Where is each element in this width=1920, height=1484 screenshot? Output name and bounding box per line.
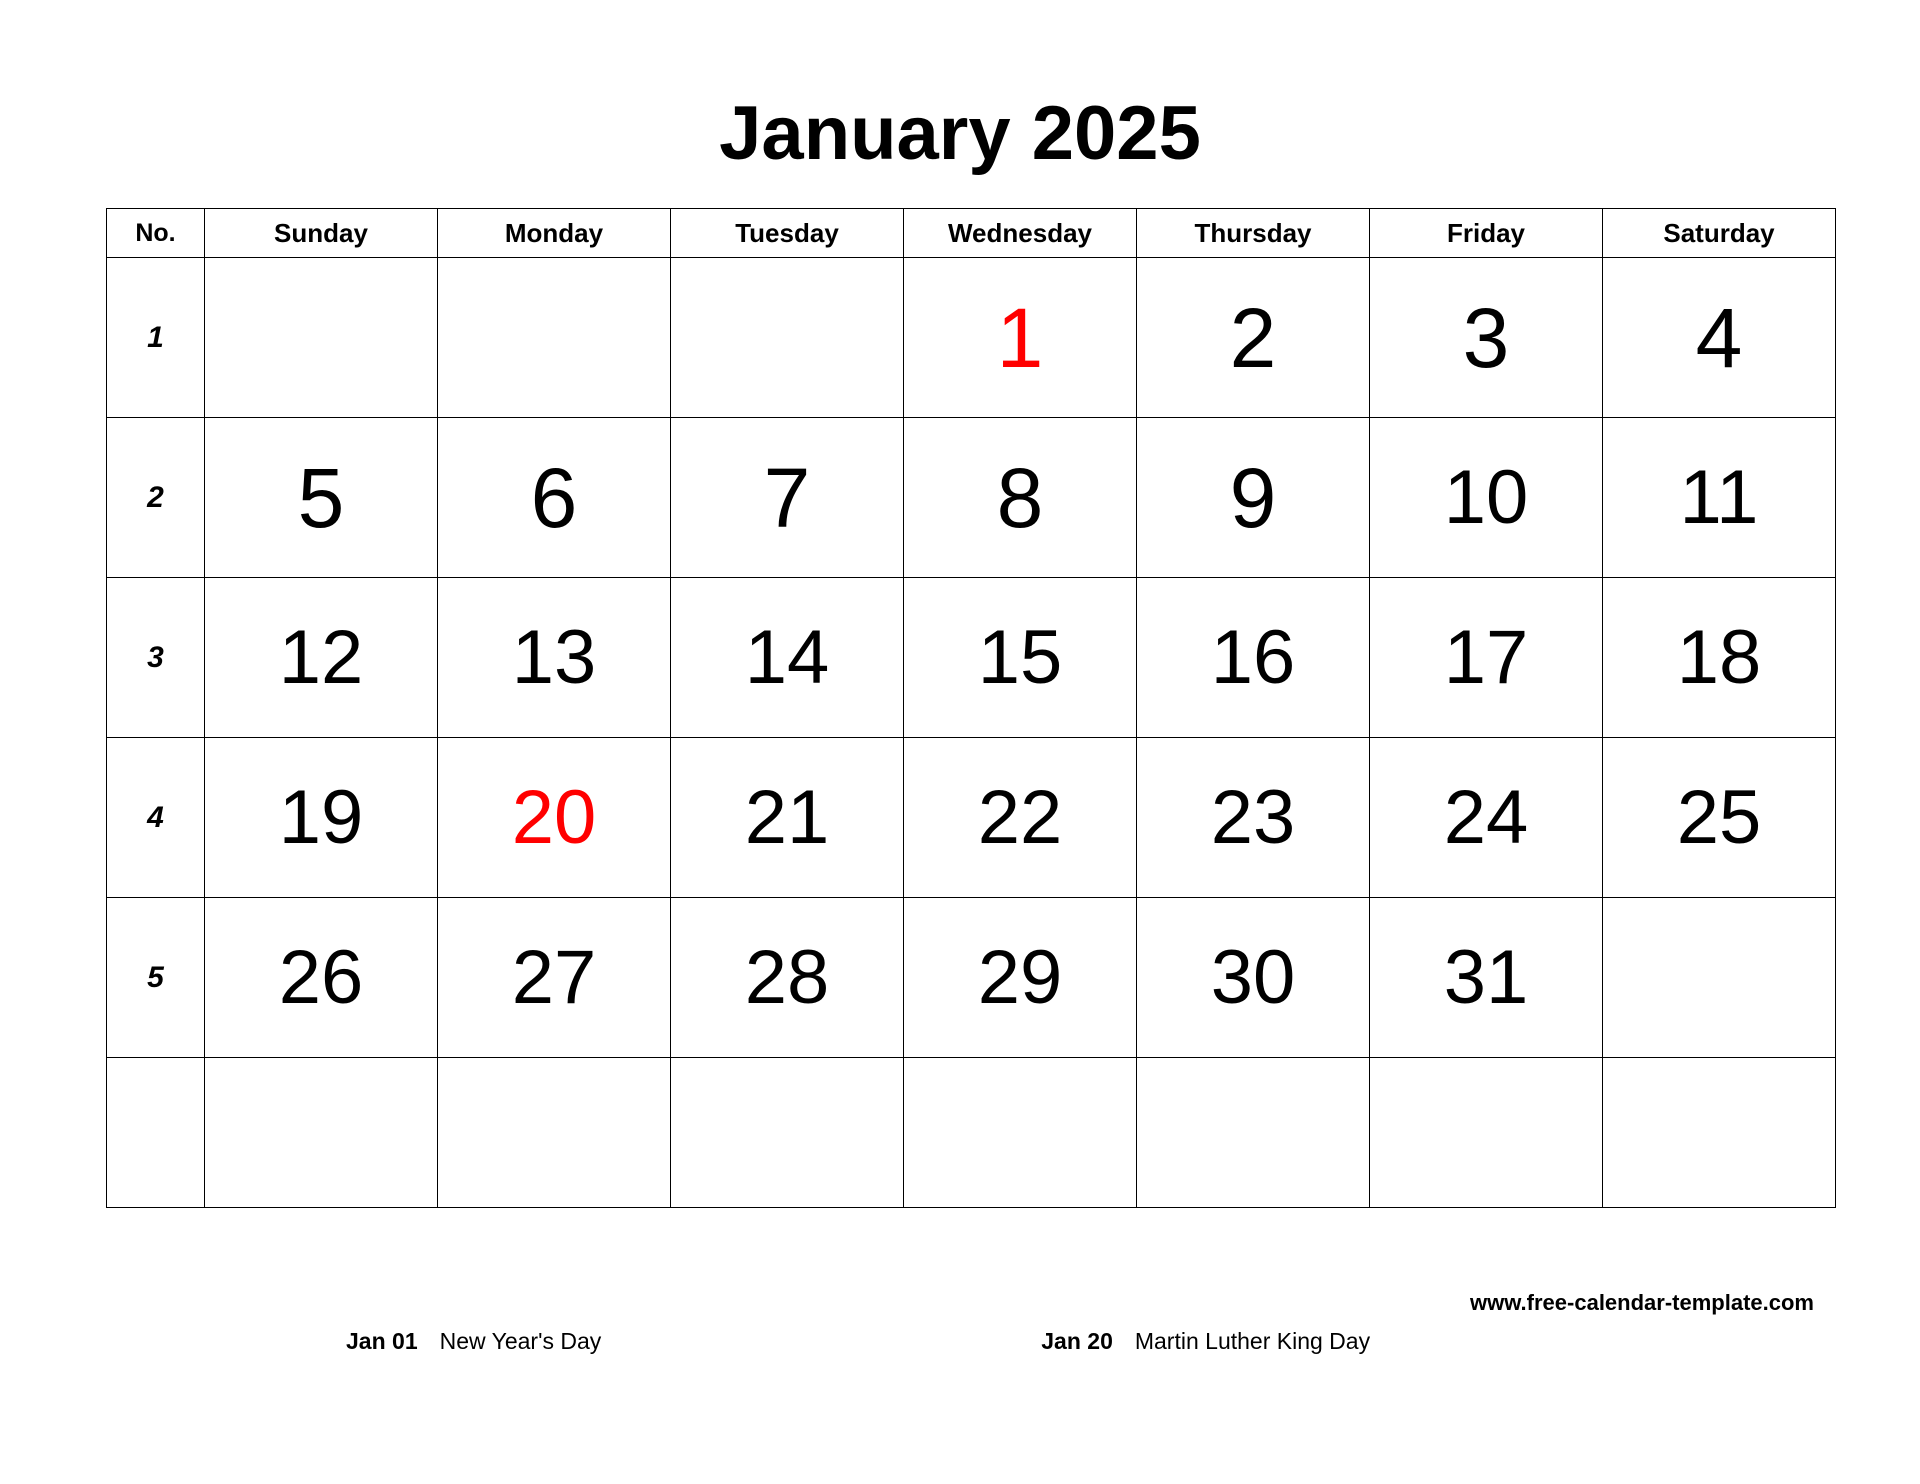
day-cell[interactable]: 21 [671, 738, 904, 898]
week-number: 4 [107, 738, 205, 898]
day-cell[interactable]: 12 [205, 578, 438, 738]
day-cell[interactable]: 13 [438, 578, 671, 738]
page-title: January 2025 [719, 91, 1201, 176]
day-cell[interactable] [1603, 1058, 1836, 1208]
day-cell[interactable]: 15 [904, 578, 1137, 738]
day-cell[interactable]: 24 [1370, 738, 1603, 898]
holiday-date: Jan 01 [346, 1328, 418, 1354]
calendar-week-row [107, 738, 1836, 898]
column-header-saturday: Saturday [1603, 209, 1836, 258]
column-header-thursday: Thursday [1137, 209, 1370, 258]
calendar-container [106, 208, 1814, 1208]
week-number: 2 [107, 418, 205, 578]
holiday-date: Jan 20 [1041, 1328, 1113, 1354]
column-header-tuesday: Tuesday [671, 209, 904, 258]
day-cell[interactable]: 14 [671, 578, 904, 738]
day-cell[interactable] [438, 258, 671, 418]
calendar-week-row [107, 418, 1836, 578]
column-header-friday: Friday [1370, 209, 1603, 258]
week-number: 3 [107, 578, 205, 738]
day-cell[interactable] [904, 1058, 1137, 1208]
day-cell[interactable] [1137, 1058, 1370, 1208]
day-cell[interactable]: 16 [1137, 578, 1370, 738]
week-number: 1 [107, 258, 205, 418]
calendar-week-row [107, 258, 1836, 418]
day-cell[interactable]: 31 [1370, 898, 1603, 1058]
week-number [107, 1058, 205, 1208]
holiday-entry [346, 1328, 601, 1355]
day-cell[interactable] [1603, 898, 1836, 1058]
day-cell[interactable] [671, 258, 904, 418]
day-cell[interactable] [1370, 1058, 1603, 1208]
day-cell[interactable]: 3 [1370, 258, 1603, 418]
holiday-name: Martin Luther King Day [1134, 1328, 1371, 1354]
column-header-no: No. [107, 209, 205, 258]
day-cell[interactable]: 26 [205, 898, 438, 1058]
day-cell[interactable]: 19 [205, 738, 438, 898]
day-cell[interactable]: 5 [205, 418, 438, 578]
day-cell[interactable] [205, 1058, 438, 1208]
day-cell[interactable]: 29 [904, 898, 1137, 1058]
calendar-header-row [107, 209, 1836, 258]
day-cell[interactable]: 18 [1603, 578, 1836, 738]
day-cell[interactable]: 20 [438, 738, 671, 898]
day-cell[interactable]: 22 [904, 738, 1137, 898]
day-cell[interactable]: 9 [1137, 418, 1370, 578]
day-cell[interactable]: 11 [1603, 418, 1836, 578]
holiday-entry [1041, 1328, 1370, 1355]
column-header-monday: Monday [438, 209, 671, 258]
week-number: 5 [107, 898, 205, 1058]
day-cell[interactable]: 23 [1137, 738, 1370, 898]
calendar-table [106, 208, 1836, 1208]
day-cell[interactable]: 4 [1603, 258, 1836, 418]
column-header-sunday: Sunday [205, 209, 438, 258]
day-cell[interactable]: 28 [671, 898, 904, 1058]
holiday-list [106, 1328, 1836, 1355]
column-header-wednesday: Wednesday [904, 209, 1137, 258]
day-cell[interactable] [205, 258, 438, 418]
day-cell[interactable]: 10 [1370, 418, 1603, 578]
calendar-week-row [107, 1058, 1836, 1208]
calendar-week-row [107, 578, 1836, 738]
day-cell[interactable]: 7 [671, 418, 904, 578]
day-cell[interactable]: 25 [1603, 738, 1836, 898]
day-cell[interactable]: 2 [1137, 258, 1370, 418]
day-cell[interactable]: 17 [1370, 578, 1603, 738]
calendar-week-row [107, 898, 1836, 1058]
day-cell[interactable]: 27 [438, 898, 671, 1058]
day-cell[interactable]: 8 [904, 418, 1137, 578]
day-cell[interactable] [438, 1058, 671, 1208]
holiday-name: New Year's Day [439, 1328, 602, 1354]
day-cell[interactable]: 1 [904, 258, 1137, 418]
day-cell[interactable]: 6 [438, 418, 671, 578]
website-url: www.free-calendar-template.com [1470, 1290, 1814, 1315]
day-cell[interactable] [671, 1058, 904, 1208]
day-cell[interactable]: 30 [1137, 898, 1370, 1058]
